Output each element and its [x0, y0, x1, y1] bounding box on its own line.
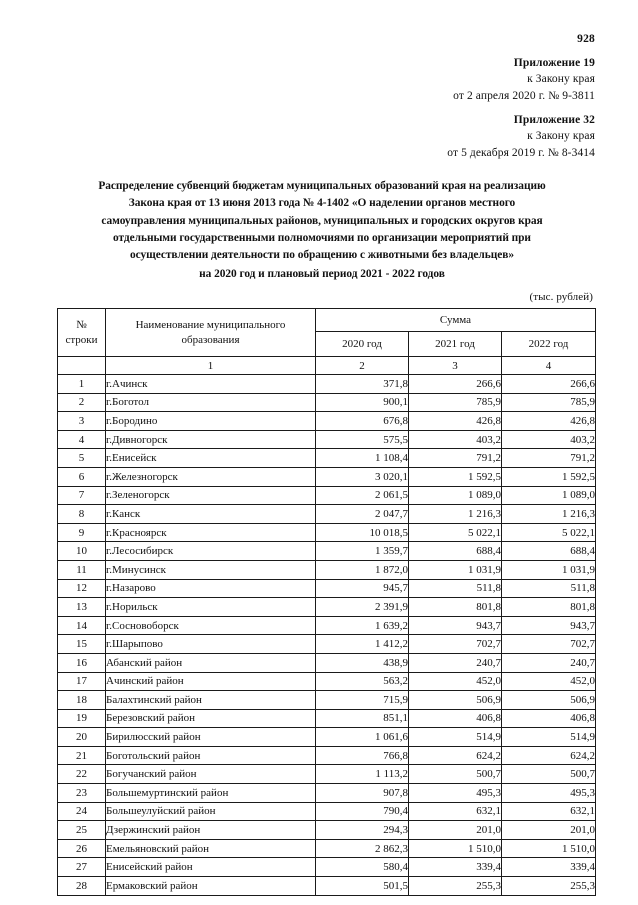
- amount-2020: 2 061,5: [316, 486, 409, 505]
- amount-2021: 240,7: [409, 653, 502, 672]
- amount-2020: 1 359,7: [316, 542, 409, 561]
- municipality-name: Емельяновский район: [106, 839, 316, 858]
- amount-2021: 791,2: [409, 449, 502, 468]
- table-row: [58, 542, 596, 561]
- row-number: 18: [58, 691, 106, 710]
- column-number-0: [58, 357, 106, 375]
- table-row: [58, 598, 596, 617]
- units-note: (тыс. рублей): [529, 291, 593, 303]
- title-line-3: самоуправления муниципальных районов, муниципальных и городских округов края: [101, 214, 543, 227]
- amount-2021: 1 592,5: [409, 467, 502, 486]
- column-number-4: 4: [502, 357, 596, 375]
- municipality-name: г.Назарово: [106, 579, 316, 598]
- title-line-2: Закона края от 13 июня 2013 года № 4-1402 «О наделении органов местного: [128, 197, 516, 210]
- amount-2022: 1 089,0: [502, 486, 596, 505]
- municipality-name: г.Ачинск: [106, 375, 316, 394]
- amount-2021: 632,1: [409, 802, 502, 821]
- table-row: [58, 430, 596, 449]
- header-row-number-line1: №: [76, 319, 87, 332]
- appendix-reference-32: [447, 112, 595, 161]
- header-municipality-name: [106, 309, 316, 357]
- amount-2021: 266,6: [409, 375, 502, 394]
- municipality-name: Березовский район: [106, 709, 316, 728]
- amount-2021: 1 031,9: [409, 560, 502, 579]
- amount-2022: 1 216,3: [502, 505, 596, 524]
- amount-2022: 426,8: [502, 412, 596, 431]
- title-line-1: Распределение субвенций бюджетам муниципальных образований края на реализацию: [98, 180, 546, 192]
- column-number-3: 3: [409, 357, 502, 375]
- table-body: [58, 375, 596, 896]
- header-year-2022: 2022 год: [502, 332, 596, 357]
- header-sum-group: Сумма: [316, 309, 596, 332]
- amount-2021: 5 022,1: [409, 523, 502, 542]
- amount-2020: 563,2: [316, 672, 409, 691]
- municipality-name: г.Минусинск: [106, 560, 316, 579]
- amount-2021: 514,9: [409, 728, 502, 747]
- amount-2021: 426,8: [409, 412, 502, 431]
- municipality-name: г.Боготол: [106, 393, 316, 412]
- municipality-name: Большемуртинский район: [106, 784, 316, 803]
- amount-2021: 702,7: [409, 635, 502, 654]
- row-number: 22: [58, 765, 106, 784]
- amount-2022: 339,4: [502, 858, 596, 877]
- row-number: 9: [58, 523, 106, 542]
- municipality-name: г.Железногорск: [106, 467, 316, 486]
- amount-2022: 266,6: [502, 375, 596, 394]
- row-number: 2: [58, 393, 106, 412]
- municipality-name: г.Канск: [106, 505, 316, 524]
- table-row: [58, 523, 596, 542]
- row-number: 4: [58, 430, 106, 449]
- amount-2022: 452,0: [502, 672, 596, 691]
- table-row: [58, 672, 596, 691]
- row-number: 16: [58, 653, 106, 672]
- row-number: 15: [58, 635, 106, 654]
- amount-2022: 785,9: [502, 393, 596, 412]
- amount-2022: 240,7: [502, 653, 596, 672]
- amount-2022: 943,7: [502, 616, 596, 635]
- municipality-name: г.Бородино: [106, 412, 316, 431]
- municipality-name: Ермаковский район: [106, 877, 316, 896]
- municipality-name: г.Дивногорск: [106, 430, 316, 449]
- appendix-19-date-line: от 2 апреля 2020 г. № 9-3811: [453, 89, 595, 102]
- row-number: 21: [58, 746, 106, 765]
- amount-2020: 851,1: [316, 709, 409, 728]
- title-line-6: на 2020 год и плановый период 2021 - 2022 годов: [199, 267, 445, 280]
- row-number: 14: [58, 616, 106, 635]
- amount-2020: 907,8: [316, 784, 409, 803]
- row-number: 28: [58, 877, 106, 896]
- amount-2020: 3 020,1: [316, 467, 409, 486]
- title-line-4: отдельными государственными полномочиями по организации мероприятий при: [113, 231, 531, 244]
- table-row: [58, 579, 596, 598]
- municipality-name: Дзержинский район: [106, 821, 316, 840]
- amount-2022: 514,9: [502, 728, 596, 747]
- amount-2021: 688,4: [409, 542, 502, 561]
- amount-2020: 371,8: [316, 375, 409, 394]
- header-row-number-line2: строки: [65, 333, 98, 346]
- amount-2021: 785,9: [409, 393, 502, 412]
- row-number: 10: [58, 542, 106, 561]
- row-number: 6: [58, 467, 106, 486]
- table-row: [58, 653, 596, 672]
- amount-2021: 406,8: [409, 709, 502, 728]
- amount-2022: 403,2: [502, 430, 596, 449]
- amount-2021: 1 089,0: [409, 486, 502, 505]
- amount-2021: 1 510,0: [409, 839, 502, 858]
- amount-2022: 255,3: [502, 877, 596, 896]
- table-row: [58, 765, 596, 784]
- table-row: [58, 839, 596, 858]
- amount-2021: 943,7: [409, 616, 502, 635]
- amount-2020: 2 391,9: [316, 598, 409, 617]
- amount-2021: 801,8: [409, 598, 502, 617]
- amount-2022: 406,8: [502, 709, 596, 728]
- municipality-name: г.Зеленогорск: [106, 486, 316, 505]
- amount-2022: 500,7: [502, 765, 596, 784]
- table-row: [58, 728, 596, 747]
- amount-2020: 575,5: [316, 430, 409, 449]
- amount-2022: 688,4: [502, 542, 596, 561]
- amount-2021: 511,8: [409, 579, 502, 598]
- row-number: 25: [58, 821, 106, 840]
- amount-2020: 1 108,4: [316, 449, 409, 468]
- municipality-name: г.Норильск: [106, 598, 316, 617]
- table-row: [58, 877, 596, 896]
- table-row: [58, 486, 596, 505]
- amount-2022: 632,1: [502, 802, 596, 821]
- appendix-32-law-line: к Закону края: [527, 130, 595, 143]
- row-number: 26: [58, 839, 106, 858]
- page-number: 928: [577, 33, 595, 45]
- row-number: 1: [58, 375, 106, 394]
- appendix-reference-19: [453, 55, 595, 104]
- amount-2022: 624,2: [502, 746, 596, 765]
- table-row: [58, 635, 596, 654]
- table-row: [58, 412, 596, 431]
- row-number: 8: [58, 505, 106, 524]
- amount-2021: 339,4: [409, 858, 502, 877]
- amount-2020: 1 639,2: [316, 616, 409, 635]
- amount-2022: 801,8: [502, 598, 596, 617]
- title-line-5: осуществлении деятельности по обращению с животными без владельцев»: [129, 249, 514, 262]
- row-number: 7: [58, 486, 106, 505]
- amount-2022: 495,3: [502, 784, 596, 803]
- amount-2022: 1 031,9: [502, 560, 596, 579]
- row-number: 20: [58, 728, 106, 747]
- amount-2022: 506,9: [502, 691, 596, 710]
- header-row-number: [58, 309, 106, 357]
- municipality-name: г.Енисейск: [106, 449, 316, 468]
- municipality-name: Ачинский район: [106, 672, 316, 691]
- table-row: [58, 746, 596, 765]
- row-number: 24: [58, 802, 106, 821]
- amount-2022: 702,7: [502, 635, 596, 654]
- amount-2020: 438,9: [316, 653, 409, 672]
- municipality-name: Абанский район: [106, 653, 316, 672]
- row-number: 5: [58, 449, 106, 468]
- amount-2022: 1 510,0: [502, 839, 596, 858]
- amount-2020: 676,8: [316, 412, 409, 431]
- row-number: 23: [58, 784, 106, 803]
- municipality-name: Богучанский район: [106, 765, 316, 784]
- table-row: [58, 467, 596, 486]
- column-number-row: [58, 357, 596, 375]
- row-number: 19: [58, 709, 106, 728]
- table-row: [58, 784, 596, 803]
- amount-2020: 1 061,6: [316, 728, 409, 747]
- appendix-32-date-line: от 5 декабря 2019 г. № 8-3414: [447, 146, 595, 159]
- amount-2021: 1 216,3: [409, 505, 502, 524]
- row-number: 27: [58, 858, 106, 877]
- municipality-name: Енисейский район: [106, 858, 316, 877]
- table-row: [58, 560, 596, 579]
- row-number: 11: [58, 560, 106, 579]
- amount-2020: 790,4: [316, 802, 409, 821]
- amount-2020: 766,8: [316, 746, 409, 765]
- subventions-table-container: [57, 308, 595, 896]
- municipality-name: Балахтинский район: [106, 691, 316, 710]
- municipality-name: Большеулуйский район: [106, 802, 316, 821]
- amount-2021: 201,0: [409, 821, 502, 840]
- table-header: [58, 309, 596, 375]
- municipality-name: г.Лесосибирск: [106, 542, 316, 561]
- municipality-name: г.Шарыпово: [106, 635, 316, 654]
- amount-2020: 945,7: [316, 579, 409, 598]
- table-row: [58, 375, 596, 394]
- appendix-32-title: Приложение 32: [513, 114, 595, 126]
- amount-2020: 1 113,2: [316, 765, 409, 784]
- municipality-name: Боготольский район: [106, 746, 316, 765]
- amount-2021: 495,3: [409, 784, 502, 803]
- amount-2022: 791,2: [502, 449, 596, 468]
- subventions-table: [57, 308, 596, 896]
- table-row: [58, 709, 596, 728]
- document-title: [54, 178, 590, 283]
- table-row: [58, 505, 596, 524]
- amount-2020: 900,1: [316, 393, 409, 412]
- amount-2020: 2 862,3: [316, 839, 409, 858]
- table-row: [58, 393, 596, 412]
- amount-2021: 506,9: [409, 691, 502, 710]
- amount-2020: 10 018,5: [316, 523, 409, 542]
- header-year-2021: 2021 год: [409, 332, 502, 357]
- amount-2021: 255,3: [409, 877, 502, 896]
- table-row: [58, 802, 596, 821]
- row-number: 3: [58, 412, 106, 431]
- amount-2022: 1 592,5: [502, 467, 596, 486]
- column-number-1: 1: [106, 357, 316, 375]
- amount-2020: 1 412,2: [316, 635, 409, 654]
- municipality-name: г.Сосновоборск: [106, 616, 316, 635]
- row-number: 12: [58, 579, 106, 598]
- amount-2021: 452,0: [409, 672, 502, 691]
- header-year-2020: 2020 год: [316, 332, 409, 357]
- amount-2020: 294,3: [316, 821, 409, 840]
- amount-2022: 511,8: [502, 579, 596, 598]
- municipality-name: Бирилюсский район: [106, 728, 316, 747]
- row-number: 13: [58, 598, 106, 617]
- amount-2022: 201,0: [502, 821, 596, 840]
- amount-2020: 1 872,0: [316, 560, 409, 579]
- amount-2020: 501,5: [316, 877, 409, 896]
- appendix-19-law-line: к Закону края: [527, 73, 595, 86]
- amount-2022: 5 022,1: [502, 523, 596, 542]
- table-row: [58, 691, 596, 710]
- table-row: [58, 858, 596, 877]
- row-number: 17: [58, 672, 106, 691]
- amount-2021: 500,7: [409, 765, 502, 784]
- amount-2021: 624,2: [409, 746, 502, 765]
- amount-2020: 2 047,7: [316, 505, 409, 524]
- amount-2020: 715,9: [316, 691, 409, 710]
- amount-2020: 580,4: [316, 858, 409, 877]
- column-number-2: 2: [316, 357, 409, 375]
- table-row: [58, 449, 596, 468]
- table-header-row-1: [58, 309, 596, 332]
- appendix-19-title: Приложение 19: [513, 57, 595, 69]
- header-municipality-line1: Наименование муниципального: [135, 319, 286, 332]
- amount-2021: 403,2: [409, 430, 502, 449]
- table-row: [58, 821, 596, 840]
- municipality-name: г.Красноярск: [106, 523, 316, 542]
- header-municipality-line2: образования: [181, 333, 240, 346]
- table-row: [58, 616, 596, 635]
